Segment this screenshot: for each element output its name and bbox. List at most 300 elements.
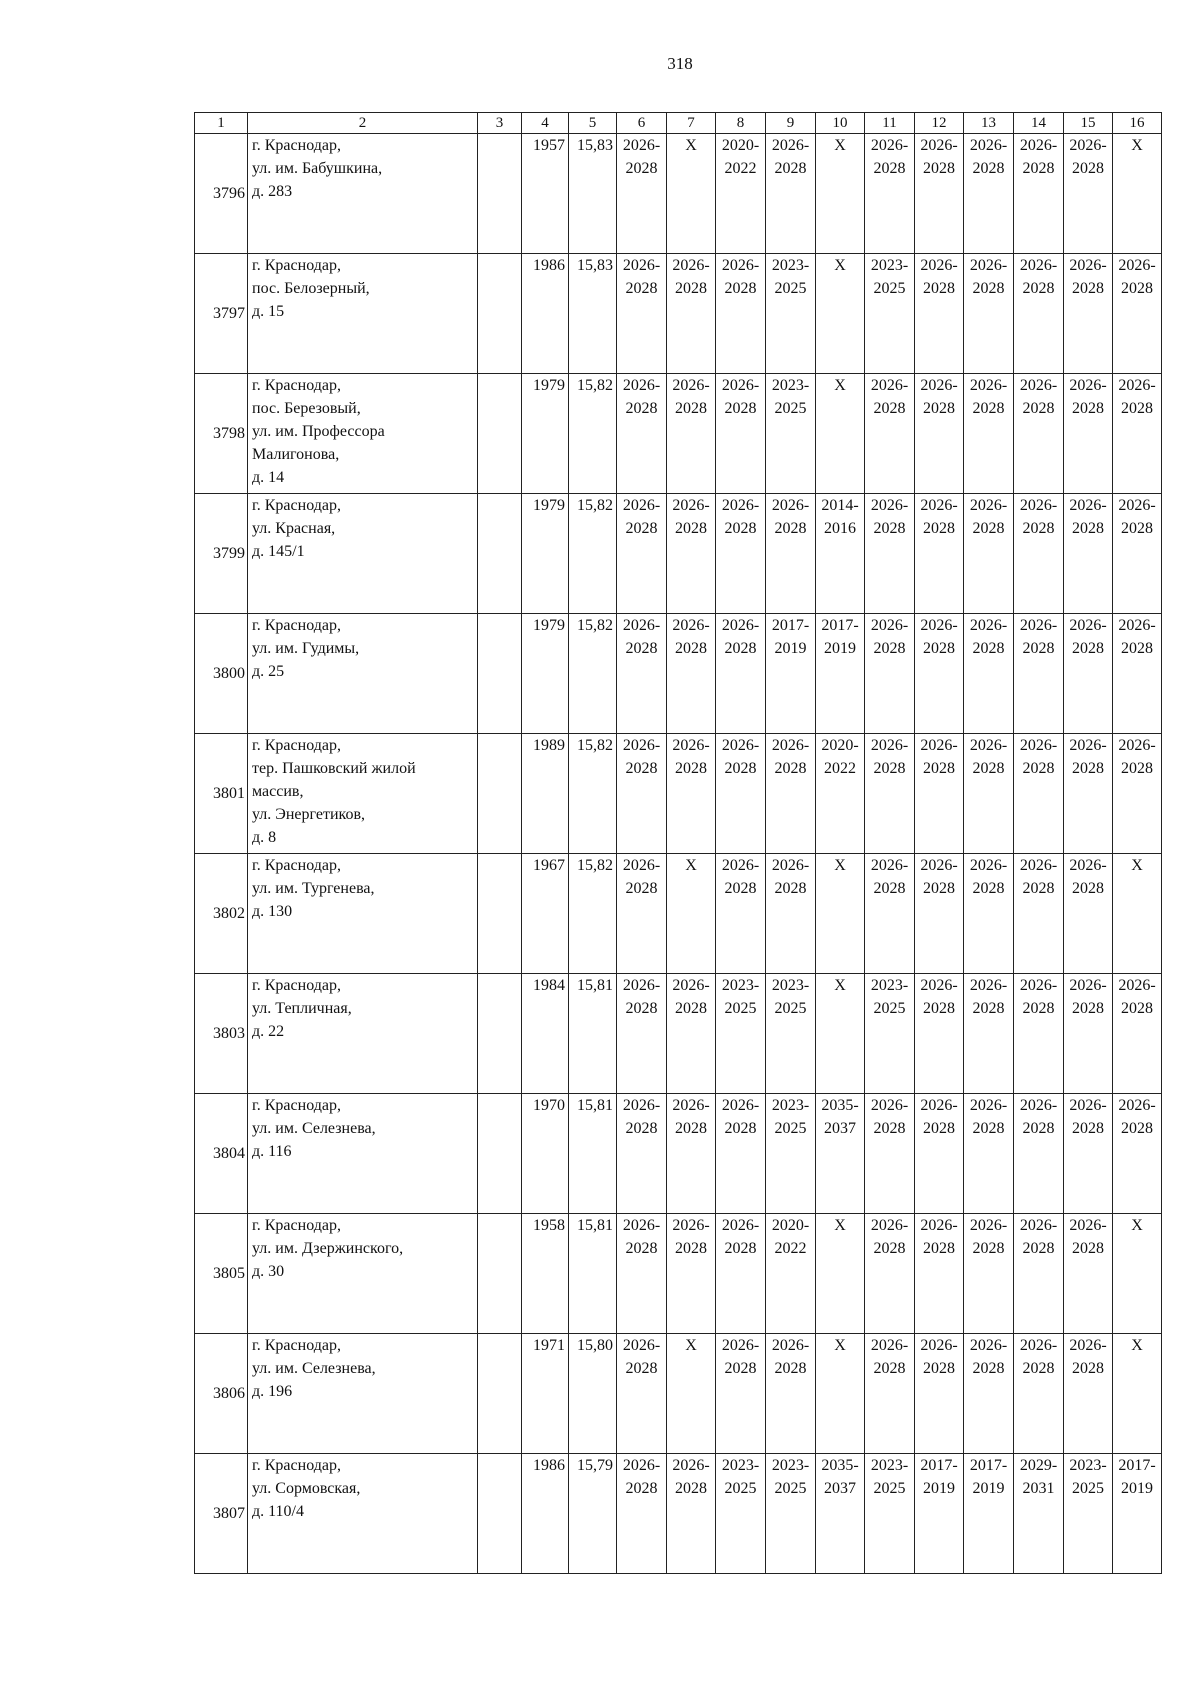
- table-row: [195, 614, 1162, 734]
- period-cell: [1064, 1214, 1113, 1334]
- period-value: 2023-: [870, 257, 909, 274]
- empty-cell: [478, 974, 522, 1094]
- period-cell: [964, 734, 1014, 854]
- empty-cell: [478, 1094, 522, 1214]
- period-cell: [915, 1454, 964, 1574]
- period-value: 2026-: [721, 377, 760, 394]
- period-cell: [1014, 254, 1064, 374]
- period-value: 2028: [923, 520, 955, 537]
- address-line: ул. им. Профессора: [252, 423, 385, 440]
- year-cell: 1958: [522, 1214, 569, 1334]
- period-value: 2028: [923, 160, 955, 177]
- period-value: 2023-: [771, 377, 810, 394]
- table-row: [195, 974, 1162, 1094]
- period-value: 2028: [625, 520, 658, 537]
- period-cell: [716, 1094, 766, 1214]
- period-value: 2026-: [870, 737, 909, 754]
- period-value: 2023-: [721, 977, 760, 994]
- period-cell: [865, 1214, 915, 1334]
- period-value: 2028: [1022, 1000, 1055, 1017]
- area-cell: 15,82: [569, 374, 617, 494]
- address-line: д. 283: [252, 183, 293, 200]
- address-line: д. 25: [252, 663, 285, 680]
- period-value: 2023-: [870, 977, 909, 994]
- period-cell: [964, 974, 1014, 1094]
- period-cell: [816, 734, 865, 854]
- period-value: 2028: [724, 1120, 757, 1137]
- period-cell: [1064, 1334, 1113, 1454]
- period-cell: [667, 1214, 716, 1334]
- period-cell: [1113, 734, 1162, 854]
- row-number: 3805: [195, 1214, 248, 1334]
- period-value: 2026-: [1069, 857, 1107, 874]
- period-value: 2037: [824, 1120, 856, 1137]
- period-cell: [915, 254, 964, 374]
- period-value: 2020-: [821, 737, 859, 754]
- period-value: 2028: [873, 1360, 906, 1377]
- period-cell: [915, 974, 964, 1094]
- address-line: массив,: [252, 783, 304, 800]
- period-cell: [816, 974, 865, 1094]
- period-cell: [617, 1094, 667, 1214]
- period-cell: [617, 374, 667, 494]
- period-cell: [816, 254, 865, 374]
- period-value: 2026-: [622, 1217, 661, 1234]
- period-value: 2026-: [870, 1097, 909, 1114]
- period-cell: [1113, 974, 1162, 1094]
- period-cell: [1014, 974, 1064, 1094]
- period-value: 2028: [625, 1000, 658, 1017]
- period-value: 2026-: [1019, 377, 1058, 394]
- period-value: 2026-: [1069, 617, 1107, 634]
- area-cell: 15,82: [569, 614, 617, 734]
- period-value: 2026-: [1069, 1097, 1107, 1114]
- period-cell: [915, 854, 964, 974]
- area-cell: 15,82: [569, 734, 617, 854]
- period-value: 2026-: [920, 977, 958, 994]
- period-value: 2026-: [622, 977, 661, 994]
- period-value: X: [834, 377, 846, 394]
- area-cell: 15,81: [569, 974, 617, 1094]
- period-value: 2026-: [672, 977, 710, 994]
- period-cell: [964, 854, 1014, 974]
- period-value: 2026-: [1118, 977, 1156, 994]
- address-line: д. 110/4: [252, 1503, 304, 1520]
- address-line: ул. Тепличная,: [252, 1000, 352, 1017]
- period-value: 2028: [972, 880, 1005, 897]
- column-header: 1: [195, 113, 248, 134]
- period-value: X: [685, 137, 697, 154]
- period-value: 2026-: [622, 497, 661, 514]
- period-value: 2026-: [1019, 1097, 1058, 1114]
- address-line: д. 30: [252, 1263, 285, 1280]
- period-cell: [1014, 734, 1064, 854]
- period-value: 2026-: [870, 377, 909, 394]
- period-value: 2028: [724, 640, 757, 657]
- period-value: 2028: [1072, 880, 1104, 897]
- period-value: 2026-: [721, 1217, 760, 1234]
- period-cell: [667, 1454, 716, 1574]
- period-cell: [766, 974, 816, 1094]
- table-row: [195, 494, 1162, 614]
- period-value: 2028: [873, 520, 906, 537]
- period-value: 2026-: [1118, 1097, 1156, 1114]
- period-value: 2026-: [1069, 737, 1107, 754]
- period-cell: [667, 614, 716, 734]
- period-value: 2025: [873, 280, 906, 297]
- period-value: 2026-: [771, 857, 810, 874]
- period-value: 2037: [824, 1480, 856, 1497]
- period-value: 2026-: [622, 737, 661, 754]
- period-value: X: [834, 977, 846, 994]
- period-value: 2028: [675, 760, 707, 777]
- period-cell: [1113, 134, 1162, 254]
- period-cell: [766, 134, 816, 254]
- period-cell: [816, 1334, 865, 1454]
- period-value: 2026-: [969, 977, 1008, 994]
- empty-cell: [478, 1454, 522, 1574]
- period-cell: [1014, 614, 1064, 734]
- period-cell: [617, 1334, 667, 1454]
- column-header: 6: [617, 113, 667, 134]
- period-value: 2035-: [821, 1457, 859, 1474]
- period-value: 2028: [625, 1480, 658, 1497]
- address-line: д. 14: [252, 469, 285, 486]
- period-cell: [716, 134, 766, 254]
- period-cell: [1113, 1094, 1162, 1214]
- period-cell: [1064, 134, 1113, 254]
- period-value: 2026-: [622, 857, 661, 874]
- period-value: 2028: [774, 760, 807, 777]
- period-value: 2026-: [1069, 1337, 1107, 1354]
- period-cell: [1064, 374, 1113, 494]
- period-value: 2026-: [721, 257, 760, 274]
- period-value: 2028: [1022, 880, 1055, 897]
- period-cell: [766, 254, 816, 374]
- address-line: г. Краснодар,: [252, 1217, 341, 1234]
- table-row: [195, 254, 1162, 374]
- period-value: 2025: [774, 280, 807, 297]
- row-number: 3798: [195, 374, 248, 494]
- period-cell: [1064, 1094, 1113, 1214]
- table-row: [195, 1334, 1162, 1454]
- year-cell: 1979: [522, 494, 569, 614]
- period-value: 2035-: [821, 1097, 859, 1114]
- period-value: 2028: [724, 880, 757, 897]
- period-value: 2028: [972, 280, 1005, 297]
- period-value: 2028: [1121, 280, 1153, 297]
- period-value: 2028: [1072, 1120, 1104, 1137]
- period-value: 2026-: [721, 857, 760, 874]
- period-value: 2026-: [1019, 1337, 1058, 1354]
- area-cell: 15,83: [569, 254, 617, 374]
- period-value: 2023-: [771, 1457, 810, 1474]
- period-cell: [617, 854, 667, 974]
- row-number: 3806: [195, 1334, 248, 1454]
- period-value: 2026-: [1019, 1217, 1058, 1234]
- period-value: 2026-: [1069, 497, 1107, 514]
- period-cell: [964, 374, 1014, 494]
- period-cell: [1064, 614, 1113, 734]
- period-value: X: [834, 857, 846, 874]
- period-value: 2028: [972, 400, 1005, 417]
- area-cell: 15,80: [569, 1334, 617, 1454]
- period-value: 2028: [873, 1240, 906, 1257]
- period-value: 2025: [724, 1480, 757, 1497]
- period-value: 2028: [675, 1000, 707, 1017]
- period-value: 2026-: [672, 257, 710, 274]
- period-cell: [1064, 854, 1113, 974]
- area-cell: 15,81: [569, 1214, 617, 1334]
- period-cell: [1113, 1334, 1162, 1454]
- period-cell: [1014, 1094, 1064, 1214]
- address-cell: [248, 374, 478, 494]
- period-cell: [964, 1454, 1014, 1574]
- period-cell: [1014, 374, 1064, 494]
- period-value: 2026-: [1069, 1217, 1107, 1234]
- period-cell: [865, 1454, 915, 1574]
- period-value: 2026-: [672, 737, 710, 754]
- address-line: д. 8: [252, 829, 277, 846]
- period-cell: [816, 1094, 865, 1214]
- period-cell: [1113, 374, 1162, 494]
- period-value: 2028: [923, 640, 955, 657]
- address-line: ул. им. Бабушкина,: [252, 160, 383, 177]
- period-cell: [865, 1334, 915, 1454]
- address-line: г. Краснодар,: [252, 737, 341, 754]
- period-value: 2026-: [771, 1337, 810, 1354]
- area-cell: 15,79: [569, 1454, 617, 1574]
- period-cell: [816, 614, 865, 734]
- period-cell: [667, 974, 716, 1094]
- column-header: 9: [766, 113, 816, 134]
- period-cell: [766, 1334, 816, 1454]
- period-value: 2028: [625, 1360, 658, 1377]
- period-value: 2026-: [721, 617, 760, 634]
- period-value: 2026-: [969, 137, 1008, 154]
- period-value: 2026-: [622, 1337, 661, 1354]
- period-value: 2026-: [721, 1097, 760, 1114]
- period-cell: [964, 134, 1014, 254]
- period-value: 2017-: [821, 617, 859, 634]
- period-value: 2026-: [1019, 977, 1058, 994]
- period-value: 2028: [972, 160, 1005, 177]
- address-cell: [248, 854, 478, 974]
- period-value: 2028: [873, 1120, 906, 1137]
- period-value: 2028: [724, 400, 757, 417]
- period-value: 2028: [1072, 520, 1104, 537]
- period-cell: [816, 1214, 865, 1334]
- period-value: 2028: [1121, 760, 1153, 777]
- year-cell: 1986: [522, 254, 569, 374]
- address-line: д. 145/1: [252, 543, 305, 560]
- period-value: 2026-: [920, 617, 958, 634]
- period-cell: [865, 854, 915, 974]
- period-cell: [716, 974, 766, 1094]
- period-value: 2026-: [1019, 617, 1058, 634]
- period-value: 2028: [923, 1120, 955, 1137]
- period-value: 2028: [923, 880, 955, 897]
- period-value: X: [1131, 1217, 1143, 1234]
- period-value: 2028: [923, 1000, 955, 1017]
- period-cell: [915, 734, 964, 854]
- period-value: 2026-: [969, 1217, 1008, 1234]
- period-cell: [766, 374, 816, 494]
- period-value: 2026-: [721, 497, 760, 514]
- empty-cell: [478, 734, 522, 854]
- empty-cell: [478, 1214, 522, 1334]
- period-value: 2023-: [721, 1457, 760, 1474]
- period-value: 2028: [724, 760, 757, 777]
- period-value: 2025: [774, 1120, 807, 1137]
- period-value: 2026-: [969, 1337, 1008, 1354]
- header-row: [195, 113, 1162, 134]
- period-cell: [964, 254, 1014, 374]
- empty-cell: [478, 134, 522, 254]
- period-value: 2026-: [969, 617, 1008, 634]
- period-value: 2028: [1121, 640, 1153, 657]
- area-cell: 15,82: [569, 494, 617, 614]
- period-value: X: [834, 257, 846, 274]
- period-cell: [617, 134, 667, 254]
- period-value: 2028: [1072, 640, 1104, 657]
- period-value: 2028: [923, 760, 955, 777]
- period-value: 2026-: [969, 737, 1008, 754]
- period-value: 2025: [774, 1000, 807, 1017]
- period-value: 2028: [972, 1240, 1005, 1257]
- address-line: ул. Энергетиков,: [252, 806, 366, 823]
- period-value: X: [1131, 1337, 1143, 1354]
- period-value: 2017-: [920, 1457, 958, 1474]
- period-value: 2026-: [721, 1337, 760, 1354]
- period-value: 2028: [923, 400, 955, 417]
- period-cell: [617, 1214, 667, 1334]
- period-value: 2025: [774, 400, 807, 417]
- table-row: [195, 1094, 1162, 1214]
- period-value: X: [1131, 857, 1143, 874]
- period-value: 2026-: [771, 737, 810, 754]
- period-value: 2017-: [1118, 1457, 1156, 1474]
- period-value: 2026-: [870, 137, 909, 154]
- address-line: д. 196: [252, 1383, 293, 1400]
- address-line: г. Краснодар,: [252, 137, 341, 154]
- period-value: 2026-: [672, 497, 710, 514]
- period-value: X: [1131, 137, 1143, 154]
- row-number: 3796: [195, 134, 248, 254]
- year-cell: 1971: [522, 1334, 569, 1454]
- period-cell: [766, 1094, 816, 1214]
- address-line: ул. им. Селезнева,: [252, 1120, 376, 1137]
- period-value: 2019: [824, 640, 856, 657]
- period-value: 2026-: [622, 137, 661, 154]
- period-value: 2028: [675, 640, 707, 657]
- period-cell: [617, 614, 667, 734]
- period-cell: [1014, 1334, 1064, 1454]
- period-cell: [1014, 854, 1064, 974]
- period-cell: [915, 134, 964, 254]
- period-value: 2028: [675, 280, 707, 297]
- period-cell: [1064, 1454, 1113, 1574]
- column-header: 2: [248, 113, 478, 134]
- period-value: 2026-: [870, 617, 909, 634]
- address-cell: [248, 974, 478, 1094]
- period-value: 2028: [923, 1360, 955, 1377]
- address-line: ул. им. Селезнева,: [252, 1360, 376, 1377]
- period-value: 2028: [1022, 1120, 1055, 1137]
- period-value: 2028: [1022, 280, 1055, 297]
- period-value: 2026-: [721, 737, 760, 754]
- address-line: ул. Красная,: [252, 520, 336, 537]
- period-cell: [1113, 614, 1162, 734]
- period-cell: [915, 494, 964, 614]
- period-value: 2028: [923, 1240, 955, 1257]
- period-value: 2028: [675, 1240, 707, 1257]
- period-cell: [667, 734, 716, 854]
- period-cell: [865, 974, 915, 1094]
- period-value: 2028: [774, 1360, 807, 1377]
- period-value: 2026-: [622, 1097, 661, 1114]
- period-value: 2017-: [969, 1457, 1008, 1474]
- period-value: 2025: [873, 1480, 906, 1497]
- period-value: X: [834, 137, 846, 154]
- period-value: 2028: [1121, 1120, 1153, 1137]
- area-cell: 15,81: [569, 1094, 617, 1214]
- period-value: 2025: [1072, 1480, 1104, 1497]
- period-value: 2028: [873, 880, 906, 897]
- period-value: 2017-: [771, 617, 810, 634]
- period-value: 2026-: [969, 857, 1008, 874]
- address-line: ул. им. Гудимы,: [252, 640, 360, 657]
- period-value: 2028: [774, 880, 807, 897]
- column-header: 7: [667, 113, 716, 134]
- address-line: ул. им. Дзержинского,: [252, 1240, 404, 1257]
- period-cell: [915, 374, 964, 494]
- period-cell: [1014, 494, 1064, 614]
- period-value: 2028: [972, 520, 1005, 537]
- period-cell: [716, 494, 766, 614]
- period-cell: [865, 614, 915, 734]
- period-value: 2026-: [969, 497, 1008, 514]
- table-row: [195, 734, 1162, 854]
- period-cell: [716, 614, 766, 734]
- address-line: г. Краснодар,: [252, 857, 341, 874]
- period-value: 2028: [1121, 400, 1153, 417]
- period-value: 2028: [625, 280, 658, 297]
- period-value: 2026-: [920, 377, 958, 394]
- address-line: г. Краснодар,: [252, 1337, 341, 1354]
- period-cell: [617, 494, 667, 614]
- period-value: 2028: [724, 520, 757, 537]
- table-row: [195, 374, 1162, 494]
- period-cell: [865, 374, 915, 494]
- period-cell: [915, 1214, 964, 1334]
- period-value: 2026-: [969, 257, 1008, 274]
- period-value: 2028: [675, 1120, 707, 1137]
- period-value: 2028: [774, 160, 807, 177]
- period-cell: [667, 1334, 716, 1454]
- period-value: 2028: [972, 640, 1005, 657]
- year-cell: 1967: [522, 854, 569, 974]
- period-cell: [915, 1334, 964, 1454]
- period-value: 2026-: [1118, 257, 1156, 274]
- period-value: 2028: [873, 160, 906, 177]
- period-value: 2023-: [870, 1457, 909, 1474]
- period-cell: [716, 254, 766, 374]
- period-value: 2026-: [1069, 977, 1107, 994]
- period-value: 2028: [625, 400, 658, 417]
- period-value: 2028: [724, 1240, 757, 1257]
- period-cell: [1113, 854, 1162, 974]
